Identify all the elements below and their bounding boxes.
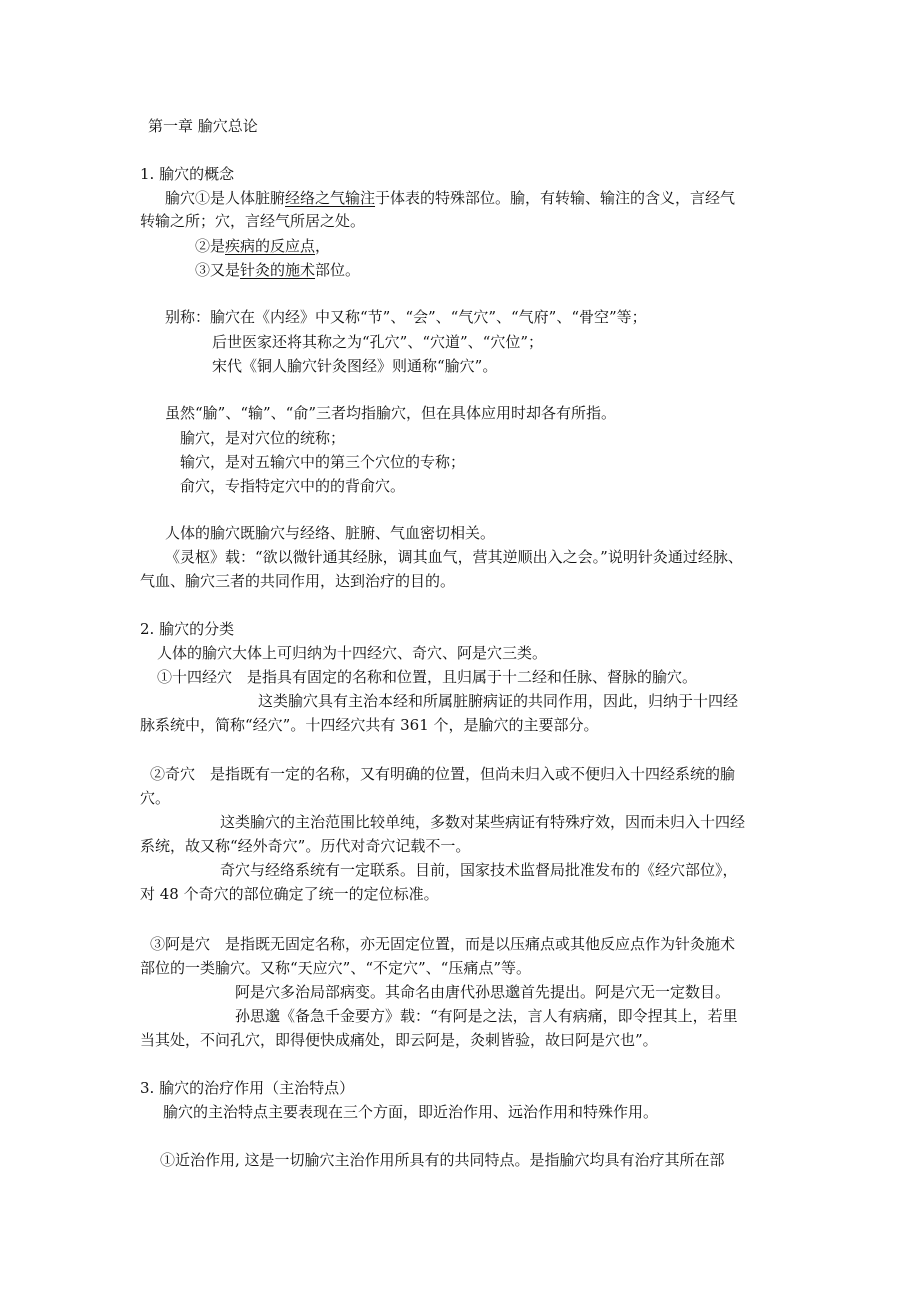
difference-line-3: 输穴，是对五输穴中的第三个穴位的专称； [180, 453, 466, 471]
text-span: 于体表的特殊部位。腧，有转输、输注的含义，言经气 [375, 189, 736, 207]
concept-point-2 [195, 237, 330, 255]
qixue-line-6: 对 48 个奇穴的部位确定了统一的定位标准。 [140, 885, 439, 903]
section-2-heading: 2. 腧穴的分类 [140, 620, 235, 638]
qixue-line-3: 这类腧穴的主治范围比较单纯，多数对某些病证有特殊疗效，因而未归入十四经 [220, 813, 746, 831]
alias-line-2: 后世医家还将其称之为“孔穴”、“穴道”、“穴位”； [212, 333, 544, 351]
relation-line-1: 人体的腧穴既腧穴与经络、脏腑、气血密切相关。 [165, 524, 496, 542]
chapter-title: 第一章 腧穴总论 [148, 117, 258, 135]
ashixue-line-5: 当其处，不问孔穴，即得便快成痛处，即云阿是，灸刺皆验，故曰阿是穴也”。 [140, 1031, 658, 1049]
relation-line-3: 气血、腧穴三者的共同作用，达到治疗的目的。 [140, 572, 456, 590]
ashixue-line-3: 阿是穴多治局部病变。其命名由唐代孙思邈首先提出。阿是穴无一定数目。 [235, 983, 731, 1001]
text-span: ③又是 [195, 261, 241, 279]
text-span: ， [315, 237, 331, 255]
underlined-term: 疾病的反应点 [225, 237, 316, 255]
underlined-term: 经络之气输注 [285, 189, 376, 207]
qixue-line-5: 奇穴与经络系统有一定联系。目前，国家技术监督局批准发布的《经穴部位》， [220, 861, 738, 879]
concept-paragraph-line-2: 转输之所；穴，言经气所居之处。 [140, 212, 366, 230]
qixue-line-2: 穴。 [140, 789, 171, 807]
difference-line-4: 俞穴，专指特定穴中的的背俞穴。 [180, 477, 406, 495]
jingxue-line-2: 这类腧穴具有主治本经和所属脏腑病证的共同作用，因此，归纳于十四经 [258, 692, 739, 710]
jingxue-line-3: 脉系统中，简称“经穴”。十四经穴共有 361 个，是腧穴的主要部分。 [140, 716, 599, 734]
text-span: 部位。 [315, 261, 361, 279]
section-1-heading: 1. 腧穴的概念 [140, 165, 235, 183]
ashixue-line-4: 孙思邈《备急千金要方》载：“有阿是之法，言人有病痛，即令捏其上，若里 [235, 1007, 738, 1025]
concept-point-3 [195, 261, 360, 279]
jingxue-line-1: ①十四经穴 是指具有固定的名称和位置，且归属于十二经和任脉、督脉的腧穴。 [157, 668, 698, 686]
concept-paragraph-line-1 [165, 189, 735, 207]
ashixue-line-2: 部位的一类腧穴。又称“天应穴”、“不定穴”、“压痛点”等。 [140, 959, 532, 977]
difference-line-1: 虽然“腧”、“输”、“俞”三者均指腧穴，但在具体应用时却各有所指。 [165, 404, 617, 422]
difference-line-2: 腧穴，是对穴位的统称； [180, 429, 346, 447]
alias-line-3: 宋代《铜人腧穴针灸图经》则通称“腧穴”。 [212, 357, 498, 375]
underlined-term: 针灸的施术 [240, 261, 316, 279]
text-span: 腧穴①是人体脏腑 [165, 189, 286, 207]
qixue-line-1: ②奇穴 是指既有一定的名称，又有明确的位置，但尚未归入或不便归入十四经系统的腧 [150, 765, 736, 783]
ashixue-line-1: ③阿是穴 是指既无固定名称，亦无固定位置，而是以压痛点或其他反应点作为针灸施术 [150, 935, 736, 953]
near-effect-line-1: ①近治作用, 这是一切腧穴主治作用所具有的共同特点。是指腧穴均具有治疗其所在部 [160, 1151, 725, 1169]
text-span: ②是 [195, 237, 226, 255]
section-3-heading: 3. 腧穴的治疗作用（主治特点） [140, 1079, 355, 1097]
classification-intro: 人体的腧穴大体上可归纳为十四经穴、奇穴、阿是穴三类。 [157, 644, 548, 662]
relation-line-2: 《灵枢》载：“欲以微针通其经脉，调其血气，营其逆顺出入之会。”说明针灸通过经脉、 [165, 548, 743, 566]
alias-line-1: 别称：腧穴在《内经》中又称“节”、“会”、“气穴”、“气府”、“骨空”等； [165, 308, 647, 326]
treatment-intro: 腧穴的主治特点主要表现在三个方面，即近治作用、远治作用和特殊作用。 [163, 1103, 659, 1121]
qixue-line-4: 系统，故又称“经外奇穴”。历代对奇穴记载不一。 [140, 837, 471, 855]
